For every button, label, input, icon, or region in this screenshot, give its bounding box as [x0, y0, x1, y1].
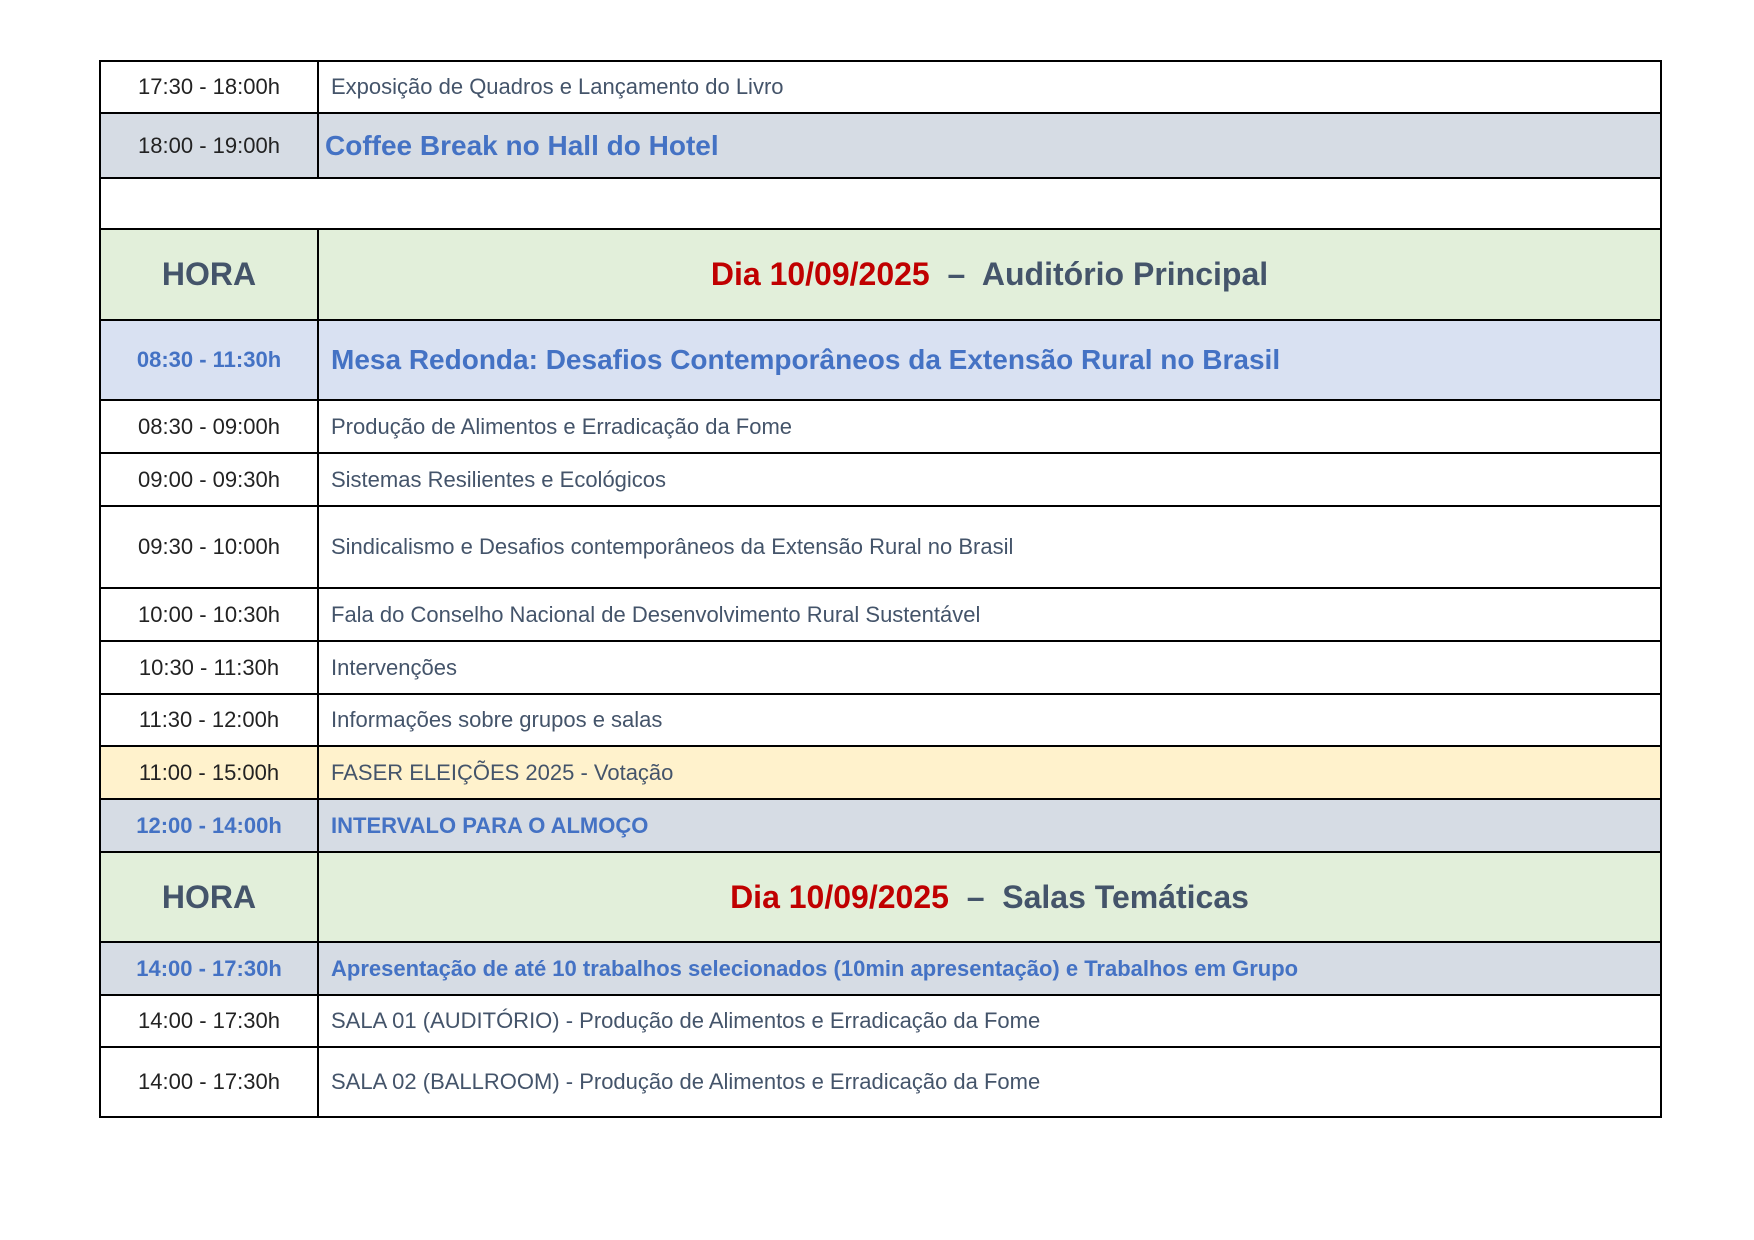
desc-cell: Sindicalismo e Desafios contemporâneos da Extensão Rural no Brasil — [318, 506, 1661, 588]
desc-cell: Sistemas Resilientes e Ecológicos — [318, 453, 1661, 506]
time-cell: 14:00 - 17:30h — [100, 1047, 318, 1117]
time-cell: 08:30 - 09:00h — [100, 400, 318, 453]
table-row — [100, 694, 1661, 746]
coffee-break-cell: Coffee Break no Hall do Hotel — [318, 113, 1661, 178]
desc-cell: Mesa Redonda: Desafios Contemporâneos da Extensão Rural no Brasil — [318, 320, 1661, 400]
time-cell: 08:30 - 11:30h — [100, 320, 318, 400]
day-sep: – — [966, 878, 985, 915]
day-date: Dia 10/09/2025 — [730, 878, 949, 915]
table-row — [100, 453, 1661, 506]
desc-cell: INTERVALO PARA O ALMOÇO — [318, 799, 1661, 852]
schedule-table — [99, 60, 1662, 1118]
time-cell: 18:00 - 19:00h — [100, 113, 318, 178]
time-cell: 14:00 - 17:30h — [100, 942, 318, 995]
table-row — [100, 1047, 1661, 1117]
spacer-row — [100, 178, 1661, 229]
day-place: Salas Temáticas — [1002, 878, 1249, 915]
election-row — [100, 746, 1661, 799]
section-header — [100, 852, 1661, 942]
time-cell: 10:30 - 11:30h — [100, 641, 318, 694]
day-date: Dia 10/09/2025 — [710, 256, 930, 292]
hora-header: HORA — [100, 229, 318, 320]
day-header — [318, 852, 1661, 942]
desc-cell: Fala do Conselho Nacional de Desenvolvimento Rural Sustentável — [318, 588, 1661, 641]
time-cell: 14:00 - 17:30h — [100, 995, 318, 1047]
table-row — [100, 506, 1661, 588]
desc-cell: FASER ELEIÇÕES 2025 - Votação — [318, 746, 1661, 799]
desc-cell: Exposição de Quadros e Lançamento do Livro — [318, 61, 1661, 113]
hora-header: HORA — [100, 852, 318, 942]
desc-cell: Intervenções — [318, 641, 1661, 694]
table-row — [100, 588, 1661, 641]
time-cell: 09:30 - 10:00h — [100, 506, 318, 588]
time-cell: 11:00 - 15:00h — [100, 746, 318, 799]
desc-cell: SALA 01 (AUDITÓRIO) - Produção de Alimentos e Erradicação da Fome — [318, 995, 1661, 1047]
desc-cell: Produção de Alimentos e Erradicação da Fome — [318, 400, 1661, 453]
table-row — [100, 400, 1661, 453]
table-row — [100, 641, 1661, 694]
section-header — [100, 229, 1661, 320]
time-cell: 12:00 - 14:00h — [100, 799, 318, 852]
table-row — [100, 113, 1661, 178]
day-header — [318, 229, 1661, 320]
desc-cell: SALA 02 (BALLROOM) - Produção de Alimentos e Erradicação da Fome — [318, 1047, 1661, 1117]
time-cell: 09:00 - 09:30h — [100, 453, 318, 506]
table-row — [100, 995, 1661, 1047]
desc-cell: Apresentação de até 10 trabalhos selecionados (10min apresentação) e Trabalhos em Grupo — [318, 942, 1661, 995]
day-sep: – — [947, 256, 966, 292]
time-cell: 11:30 - 12:00h — [100, 694, 318, 746]
lunch-row — [100, 799, 1661, 852]
time-cell: 17:30 - 18:00h — [100, 61, 318, 113]
day-place: Auditório Principal — [981, 256, 1269, 292]
table-row — [100, 61, 1661, 113]
desc-cell: Informações sobre grupos e salas — [318, 694, 1661, 746]
table-row — [100, 320, 1661, 400]
table-row — [100, 942, 1661, 995]
time-cell: 10:00 - 10:30h — [100, 588, 318, 641]
